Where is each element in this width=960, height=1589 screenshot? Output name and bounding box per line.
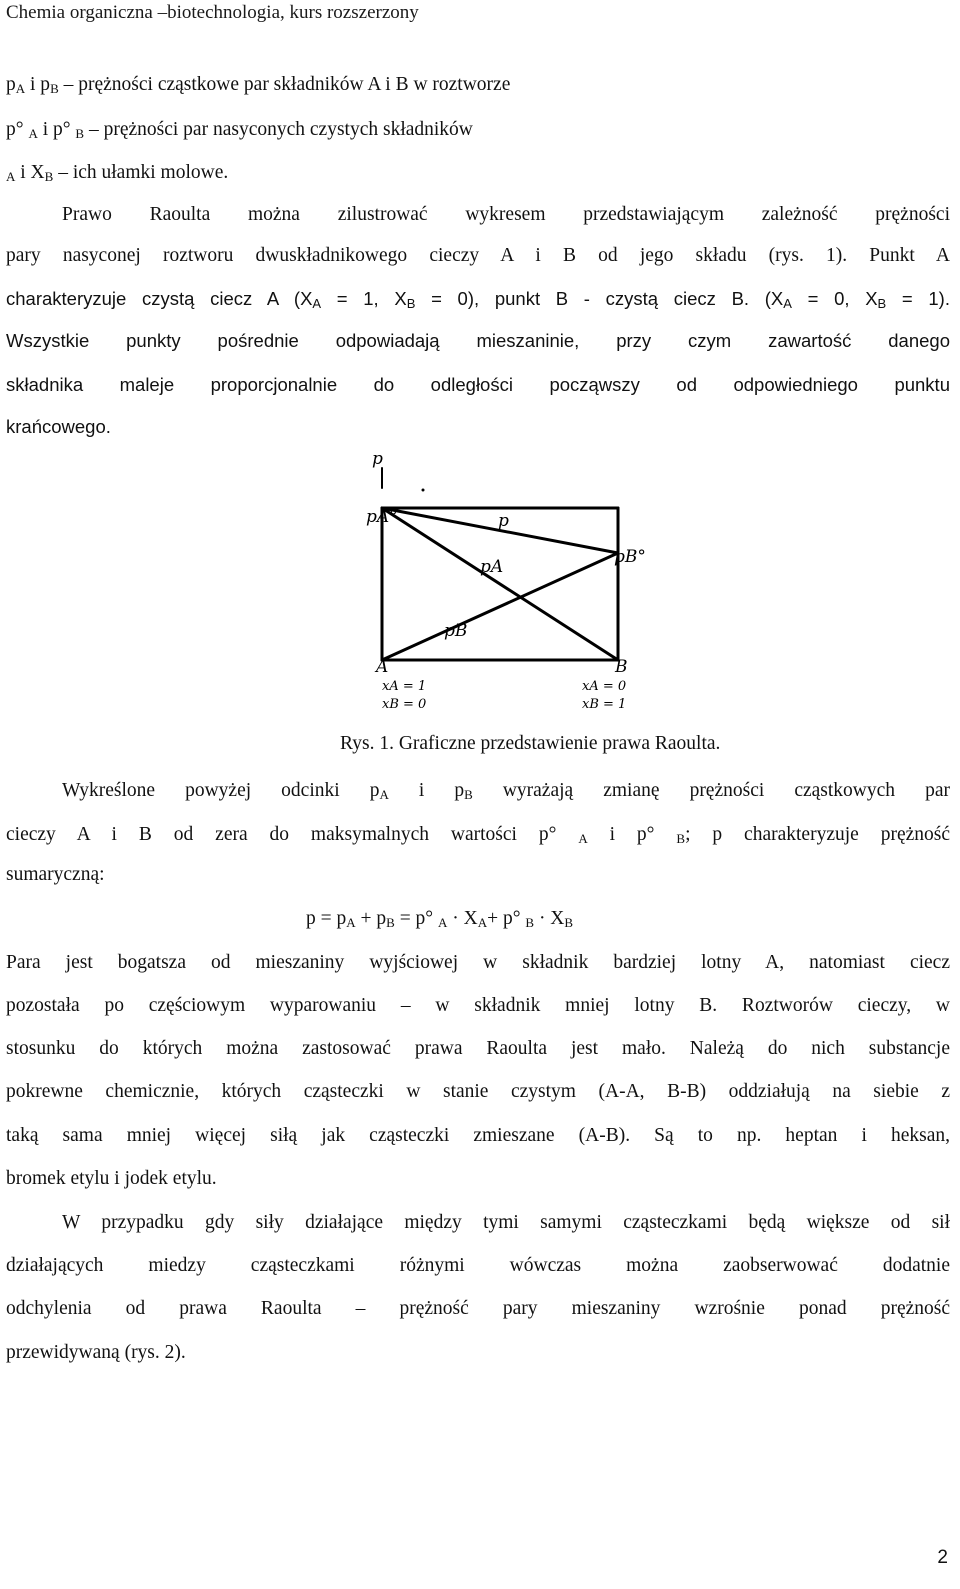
para4-line2: działających miedzy cząsteczkami różnymi wówczas można zaobserwować dodatnie [6, 1255, 950, 1276]
label-p: p [498, 511, 509, 531]
eq-text2: + p [355, 908, 387, 929]
eq-sub4: A [477, 915, 488, 930]
para2-l2-sub2: B [676, 831, 686, 846]
para4-line4: przewidywaną (rys. 2). [6, 1342, 186, 1363]
def1-and: i p [25, 74, 51, 95]
label-b-xb: xB = 1 [582, 697, 627, 712]
eq-text4: · X [447, 908, 478, 929]
definition-mole-fractions [6, 160, 950, 186]
para1-line2: pary nasyconej roztworu dwuskładnikowego cieczy A i B od jego składu (rys. 1). Punkt A [6, 245, 950, 266]
para3-line3: stosunku do których można zastosować prawa Raoulta jest mało. Należą do nich substancje [6, 1038, 950, 1059]
para4-line1: W przypadku gdy siły działające między tymi samymi cząsteczkami będą większe od sił [62, 1212, 950, 1233]
label-pb: pB [444, 621, 468, 641]
para1-l3-text3: = 0), punkt B - czystą ciecz B. (X [415, 288, 784, 309]
para3-line1: Para jest bogatsza od mieszaniny wyjściowej w składnik bardziej lotny A, natomiast ciecz [6, 952, 950, 973]
para2-l2-text3: ; p charakteryzuje prężność [685, 824, 950, 845]
eq-sub6: B [564, 915, 574, 930]
para2-line3: sumaryczną: [6, 864, 105, 885]
definition-partial-pressures [6, 72, 950, 98]
label-b: B [615, 657, 628, 677]
label-pa: pA [480, 557, 504, 577]
label-b-xa: xA = 0 [582, 679, 627, 694]
para4-line3: odchylenia od prawa Raoulta – prężność pary mieszaniny wzrośnie ponad prężność [6, 1298, 950, 1319]
def3-sub-b: B [44, 169, 54, 184]
para1-l3-sub2: B [406, 296, 416, 311]
para1-l3-text4: = 0, X [791, 288, 878, 309]
def3-sub-a: A [6, 169, 16, 184]
def1-symbol: p [6, 74, 16, 95]
label-pa0: pA° [366, 507, 398, 527]
para3-line6: bromek etylu i jodek etylu. [6, 1168, 217, 1189]
def1-text: – prężności cząstkowe par składników A i B w roztworze [58, 74, 511, 95]
def1-sub-a: A [15, 81, 26, 96]
para1-line4: Wszystkie punkty pośrednie odpowiadają mieszaninie, przy czym zawartość danego [6, 330, 950, 351]
eq-text1: p = p [306, 908, 347, 929]
label-a: A [376, 657, 389, 677]
para1-line5: składnika maleje proporcjonalnie do odległości począwszy od odpowiedniego punktu [6, 374, 950, 395]
page-number: 2 [937, 1547, 948, 1568]
label-a-xb: xB = 0 [382, 697, 427, 712]
label-pb0: pB° [614, 547, 646, 567]
label-p-axis: p [372, 450, 383, 469]
def2-sub-a: A [28, 126, 38, 141]
raoult-diagram [360, 450, 660, 725]
para2-l2-text1: cieczy A i B od zera do maksymalnych wartości p° [6, 824, 579, 845]
def3-and: i X [15, 162, 45, 183]
para1-line6: krańcowego. [6, 416, 111, 437]
para2-line1 [62, 778, 950, 804]
para1-l3-text1: charakteryzuje czystą ciecz A (X [6, 288, 313, 309]
para2-l1-text2: i p [388, 780, 465, 801]
para2-line2 [6, 822, 950, 848]
def2-and: i p° [37, 119, 76, 140]
def2-text: – prężności par nasyconych czystych składników [84, 119, 473, 140]
para1-l3-sub3: A [783, 296, 792, 311]
def3-text: – ich ułamki molowe. [53, 162, 229, 183]
eq-sub2: B [386, 915, 395, 930]
label-a-xa: xA = 1 [382, 679, 427, 694]
def2-sub-b: B [75, 126, 85, 141]
para1-l3-text5: = 1). [886, 288, 950, 309]
eq-text5: + p° [487, 908, 526, 929]
para2-l1-sub2: B [464, 787, 473, 802]
eq-sub3: A [437, 915, 448, 930]
para2-l2-sub1: A [578, 831, 588, 846]
para1-l3-text2: = 1, X [321, 288, 407, 309]
eq-text3: = p° [394, 908, 438, 929]
para1-l3-sub1: A [312, 296, 322, 311]
raoult-equation [306, 906, 906, 932]
eq-text6: · X [534, 908, 565, 929]
para3-line5: taką sama mniej więcej siłą jak cząsteczki zmieszane (A-B). Są to np. heptan i heksan, [6, 1125, 950, 1146]
para2-l1-text1: Wykreślone powyżej odcinki p [62, 780, 380, 801]
page-header: Chemia organiczna –biotechnologia, kurs rozszerzony [6, 2, 419, 23]
para1-line1: Prawo Raoulta można zilustrować wykresem przedstawiającym zależność prężności [62, 204, 950, 225]
figure-caption: Rys. 1. Graficzne przedstawienie prawa Raoulta. [340, 733, 721, 754]
dot-mark [422, 489, 425, 492]
def1-sub-b: B [50, 81, 59, 96]
para2-l1-text3: wyrażają zmianę prężności cząstkowych par [472, 780, 950, 801]
eq-sub1: A [346, 915, 356, 930]
def2-symbol: p° [6, 119, 29, 140]
para1-l3-sub4: B [877, 296, 887, 311]
para3-line4: pokrewne chemicznie, których cząsteczki w stanie czystym (A-A, B-B) oddziałują na siebie z [6, 1081, 950, 1102]
definition-saturated-pressures [6, 117, 950, 143]
para2-l2-text2: i p° [587, 824, 677, 845]
para1-line3 [6, 286, 950, 312]
para3-line2: pozostała po częściowym wyparowaniu – w składnik mniej lotny B. Roztworów cieczy, w [6, 995, 950, 1016]
para2-l1-sub1: A [379, 787, 389, 802]
eq-sub5: B [525, 915, 535, 930]
